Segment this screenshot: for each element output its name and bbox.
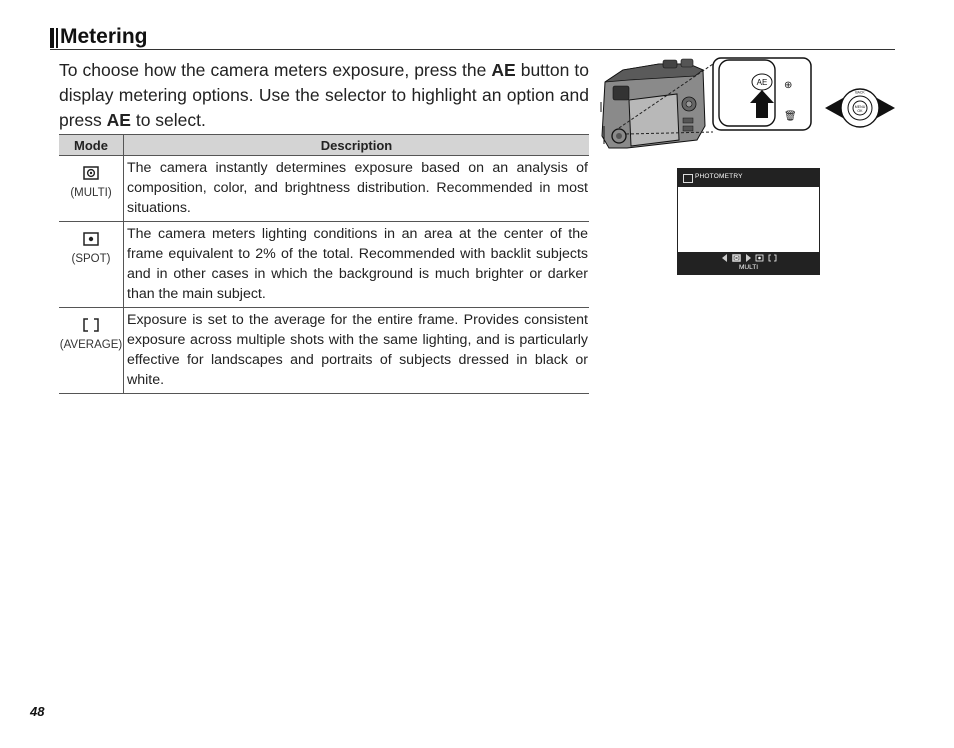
intro-text-3: to select. xyxy=(130,110,206,130)
lcd-selected-label: MULTI xyxy=(738,264,759,271)
lcd-menu-title: PHOTOMETRY xyxy=(695,173,743,180)
table-row xyxy=(59,308,589,394)
description-cell: The camera meters lighting conditions in an area at the center of the frame equivalent to 2% of the total. Recommended with backlit subjects and in other cases in which the background is much brighter or darker than the main subject. xyxy=(124,222,590,308)
mode-cell xyxy=(59,156,124,222)
lcd-options-bar xyxy=(678,252,819,274)
column-header-description: Description xyxy=(124,135,590,156)
mode-label: (AVERAGE) xyxy=(59,339,123,351)
average-metering-icon xyxy=(768,254,777,262)
selector-pad xyxy=(825,89,895,127)
table-row xyxy=(59,156,589,222)
table-header-row xyxy=(59,135,589,156)
page-number: 48 xyxy=(30,704,45,719)
camera-illustration xyxy=(599,56,899,156)
section-title: Metering xyxy=(60,25,148,48)
ae-button-label: AE xyxy=(756,78,768,87)
svg-text:⊕: ⊕ xyxy=(784,80,793,91)
intro-text-1: To choose how the camera meters exposure, press the xyxy=(59,60,492,80)
spot-metering-icon xyxy=(755,254,764,262)
mode-cell xyxy=(59,222,124,308)
camera-lcd-screen xyxy=(677,168,820,275)
selector-ok-label: OK xyxy=(857,109,863,113)
multi-metering-icon xyxy=(83,166,99,180)
svg-text:🗑: 🗑 xyxy=(784,111,797,122)
multi-metering-icon xyxy=(732,254,741,262)
ae-button-detail xyxy=(713,58,811,130)
ae-button-ref: AE xyxy=(491,60,516,80)
intro-text-2: button to display metering options. Use the selector to highlight an option and press xyxy=(59,60,589,130)
description-cell: Exposure is set to the average for the entire frame. Provides consistent exposure across multiple shots with the same lighting, and is particularly effective for landscapes and portraits of subjects dressed in black or white. xyxy=(124,308,590,394)
ae-button-ref: AE xyxy=(106,110,131,130)
arrow-left-icon xyxy=(722,254,728,262)
table-row xyxy=(59,222,589,308)
camera-body xyxy=(601,59,705,148)
mode-label: (SPOT) xyxy=(71,253,111,265)
selector-menu-label: MENU xyxy=(854,105,866,109)
intro-paragraph xyxy=(59,58,589,133)
multi-metering-icon xyxy=(683,174,693,183)
column-header-mode: Mode xyxy=(59,135,124,156)
description-cell: The camera instantly determines exposure based on an analysis of composition, color, and brightness distribution. Recommended in most situations. xyxy=(124,156,590,222)
section-heading xyxy=(50,27,895,50)
metering-modes-table xyxy=(59,134,589,394)
spot-metering-icon xyxy=(83,232,99,246)
heading-marker xyxy=(50,28,56,48)
mode-cell xyxy=(59,308,124,394)
lcd-option-list xyxy=(722,254,777,262)
average-metering-icon xyxy=(83,318,99,332)
mode-label: (MULTI) xyxy=(70,187,112,199)
arrow-right-icon xyxy=(745,254,751,262)
lcd-title-bar xyxy=(678,169,819,187)
selector-back-label: BACK xyxy=(855,90,865,95)
